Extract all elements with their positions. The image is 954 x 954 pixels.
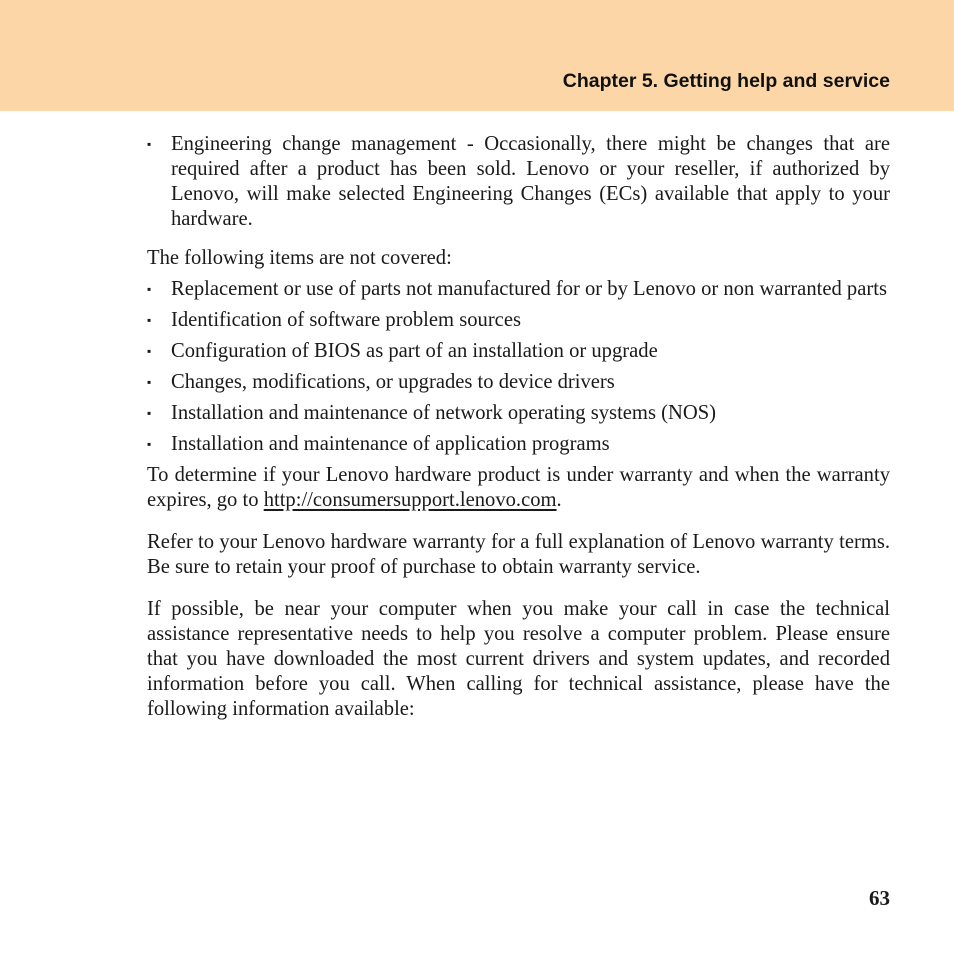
list-item-text: Installation and maintenance of network operating systems (NOS) [171,402,717,424]
list-item [147,401,890,426]
list-item [147,277,890,302]
consumer-support-link[interactable]: http://consumersupport.lenovo.com [263,489,557,511]
warranty-terms-paragraph: Refer to your Lenovo hardware warranty for a full explanation of Lenovo warranty terms. Be sure to retain your proof of purchase to obtain warranty service. [147,531,890,578]
list-item-text: Identification of software problem sources [171,309,521,331]
square-bullet-icon: ▪ [147,313,152,327]
header-band [0,0,954,111]
page-number: 63 [869,886,890,910]
square-bullet-icon: ▪ [147,137,152,151]
bullet-engineering-change [147,132,890,232]
square-bullet-icon: ▪ [147,344,152,358]
list-item-text: Configuration of BIOS as part of an installation or upgrade [171,340,658,362]
list-item [147,370,890,395]
square-bullet-icon: ▪ [147,375,152,389]
square-bullet-icon: ▪ [147,406,152,420]
call-preparation-paragraph: If possible, be near your computer when you make your call in case the technical assistance representative needs to help you resolve a computer problem. Please ensure that you have downloaded the most current drivers and system updates, and recorded information before you call. When calling for technical assistance, please have the following information available: [147,598,890,720]
list-item [147,432,890,457]
page-content [147,132,890,722]
list-item-text: Changes, modifications, or upgrades to device drivers [171,371,615,393]
warranty-suffix: . [556,489,562,511]
warranty-paragraph [147,463,890,513]
chapter-title: Chapter 5. Getting help and service [562,70,890,92]
list-item-text: Installation and maintenance of application programs [171,433,610,455]
square-bullet-icon: ▪ [147,282,152,296]
list-item [147,308,890,333]
warranty-text: To determine if your Lenovo hardware product is under warranty and when the warranty expires, go to [147,464,890,511]
not-covered-heading: The following items are not covered: [147,247,452,269]
square-bullet-icon: ▪ [147,437,152,451]
bullet-text: Engineering change management - Occasionally, there might be changes that are required after a product has been sold. Lenovo or your reseller, if authorized by Lenovo, will make selected Engineering Changes (ECs) available that apply to your hardware. [171,133,890,230]
list-item [147,339,890,364]
list-item-text: Replacement or use of parts not manufactured for or by Lenovo or non warranted parts [171,278,887,300]
